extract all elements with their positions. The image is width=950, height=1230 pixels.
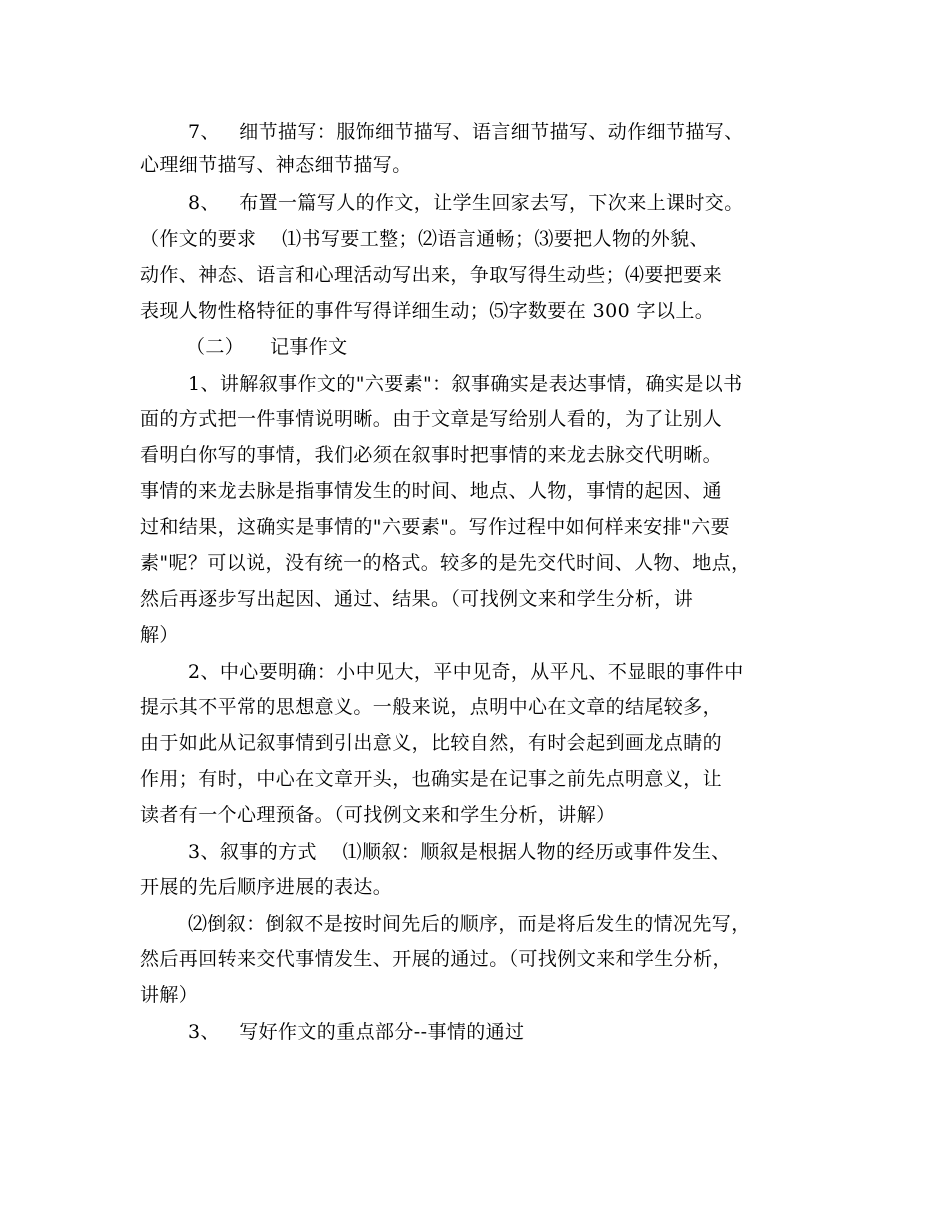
text-line: 1、讲解叙事作文的"六要素"：叙事确实是表达事情，确实是以书 (188, 373, 743, 395)
text-line: 开展的先后顺序进展的表达。 (140, 876, 393, 898)
text-line: 提示其不平常的思想意义。一般来说，点明中心在文章的结尾较多， (140, 696, 723, 718)
text-line: 表现人物性格特征的事件写得详细生动；⑸字数要在 300 字以上。 (140, 300, 715, 322)
text-line: 事情的来龙去脉是指事情发生的时间、地点、人物，事情的起因、通 (140, 480, 723, 502)
text-line: 过和结果，这确实是事情的"六要素"。写作过程中如何样来安排"六要 (140, 516, 731, 538)
text-line: （作文的要求 ⑴书写要工整；⑵语言通畅；⑶要把人物的外貌、 (140, 228, 709, 250)
text-line: 解） (140, 624, 179, 646)
text-line: 看明白你写的事情，我们必须在叙事时把事情的来龙去脉交代明晰。 (140, 444, 723, 466)
text-line: 7、 细节描写：服饰细节描写、语言细节描写、动作细节描写、 (188, 121, 744, 143)
text-line: 由于如此从记叙事情到引出意义，比较自然，有时会起到画龙点睛的 (140, 732, 723, 754)
text-line: 读者有一个心理预备。（可找例文来和学生分析，讲解） (140, 804, 616, 826)
text-line: 面的方式把一件事情说明晰。由于文章是写给别人看的，为了让别人 (140, 408, 723, 430)
text-line: 3、 写好作文的重点部分--事情的通过 (188, 1021, 525, 1043)
text-line: 素"呢？可以说，没有统一的格式。较多的是先交代时间、人物、地点， (140, 552, 751, 574)
text-line: 3、叙事的方式 ⑴顺叙：顺叙是根据人物的经历或事件发生、 (188, 841, 731, 863)
text-line: 作用；有时，中心在文章开头，也确实是在记事之前先点明意义，让 (140, 768, 723, 790)
text-line: 动作、神态、语言和心理活动写出来，争取写得生动些；⑷要把要来 (140, 264, 723, 286)
section-heading: （二） 记事作文 (186, 336, 348, 358)
text-line: ⑵倒叙：倒叙不是按时间先后的顺序，而是将后发生的情况先写， (188, 913, 751, 935)
text-line: 然后再逐步写出起因、通过、结果。（可找例文来和学生分析，讲 (140, 588, 694, 610)
text-line: 讲解） (140, 984, 199, 1006)
text-line: 8、 布置一篇写人的作文，让学生回家去写，下次来上课时交。 (188, 192, 744, 214)
text-line: 然后再回转来交代事情发生、开展的通过。（可找例文来和学生分析， (140, 948, 732, 970)
text-line: 心理细节描写、神态细节描写。 (140, 154, 412, 176)
text-line: 2、中心要明确：小中见大，平中见奇，从平凡、不显眼的事件中 (188, 661, 744, 683)
